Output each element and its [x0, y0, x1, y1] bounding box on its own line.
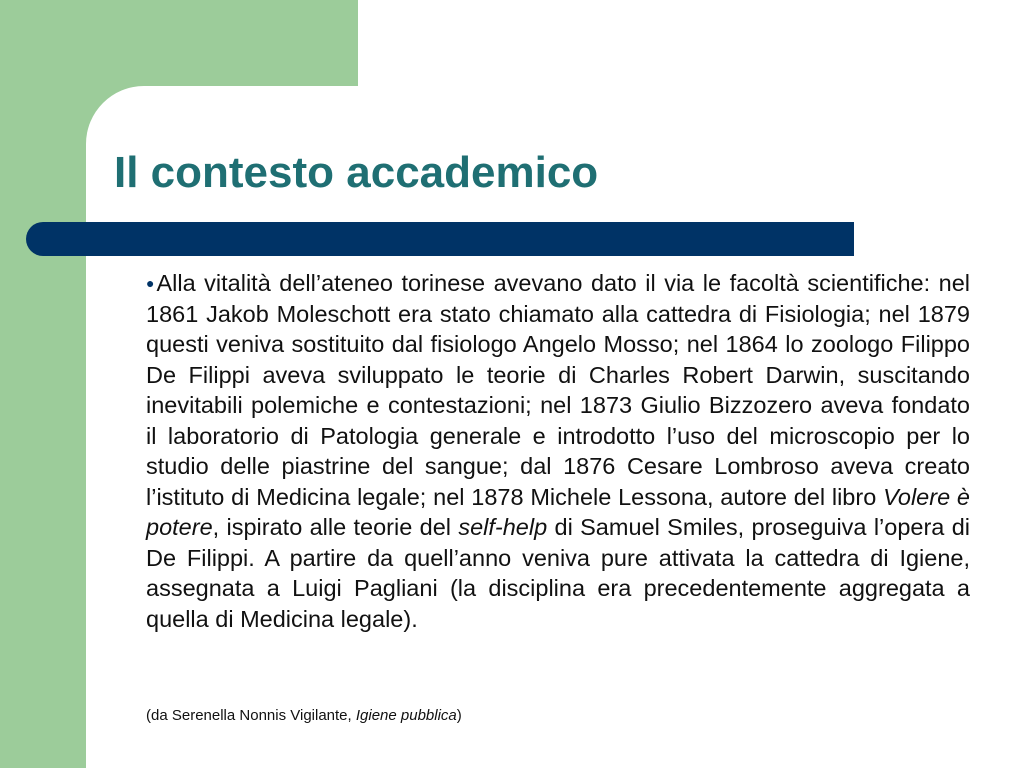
self-help-term: self-help — [458, 514, 548, 540]
source-suffix: ) — [456, 707, 462, 724]
slide-title: Il contesto accademico — [114, 148, 599, 197]
paragraph-text-part1: Alla vitalità dell’ateneo torinese avevano dato il via le facoltà scientifiche: nel 1861 Jakob Moleschott era stato chiamato alla cattedra di Fisiologia; nel 1879 questi veniva sostituito dal fisiologo Angelo Mosso; nel 1864 lo zoologo Filippo De Filippi aveva sviluppato le teorie di Charles Robert Darwin, suscitando inevitabili polemiche e contestazioni; nel 1873 Giulio Bizzozero aveva fondato il laboratorio di Patologia generale e introdotto l’uso del microscopio per lo studio delle piastrine del sangue; dal 1876 Cesare Lombroso aveva creato l’istituto di Medicina legale; nel 1878 Michele Lessona, autore del libro — [146, 270, 970, 510]
body-paragraph — [146, 268, 970, 634]
source-citation — [146, 706, 462, 726]
bullet-icon: ● — [146, 275, 157, 291]
book-title: Volere è potere — [146, 483, 970, 540]
paragraph-text-part2: , ispirato alle teorie del — [212, 514, 459, 540]
title-underline-bar — [26, 222, 854, 256]
source-prefix: (da Serenella Nonnis Vigilante, — [146, 707, 356, 724]
paragraph-text-part3: di Samuel Smiles, proseguiva l’opera di De Filippi. A partire da quell’anno veniva pure attivata la cattedra di Igiene, assegnata a Luigi Pagliani (la disciplina era precedentemente aggregata a quella di Medicina legale). — [146, 514, 970, 632]
source-work: Igiene pubblica — [355, 707, 457, 724]
